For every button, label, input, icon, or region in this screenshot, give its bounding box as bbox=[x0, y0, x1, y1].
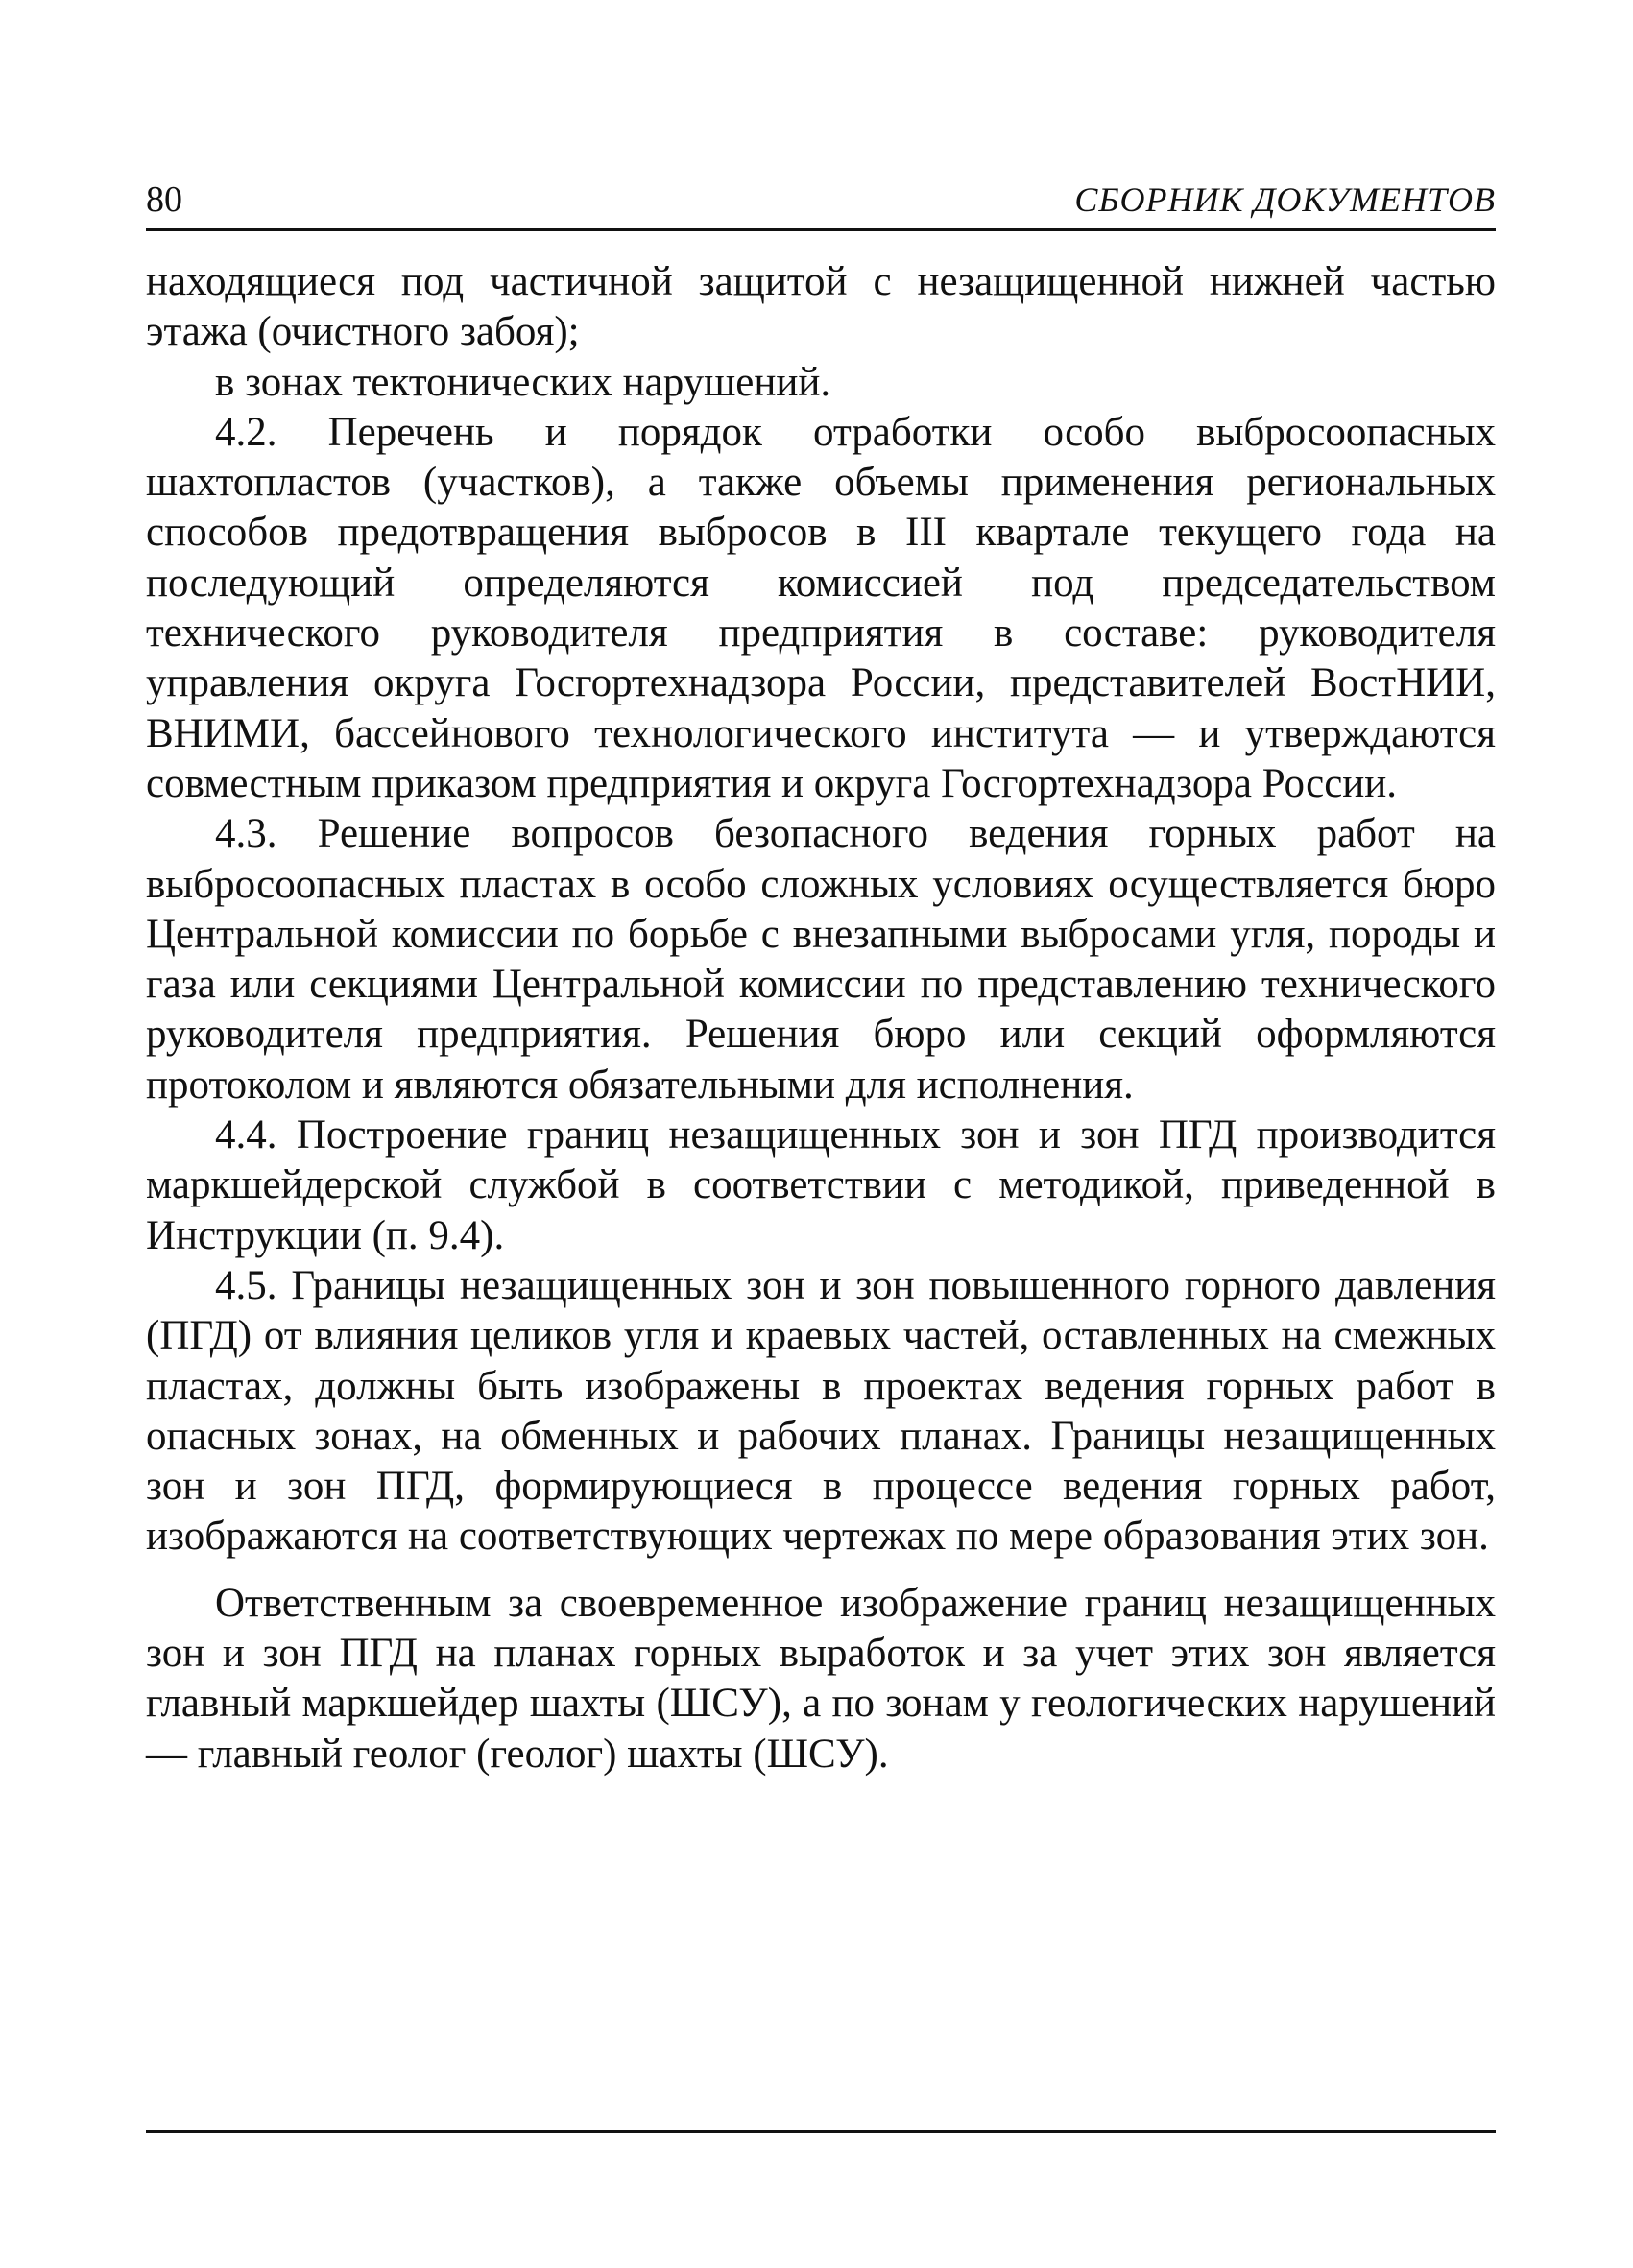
paragraph-4-2: 4.2. Перечень и порядок отработки особо выбросоопасных шахтопластов (участков), а также объемы применения региональных способов предотвращения выбросов в III квартале текущего года на последующий определяются комиссией под председательством технического руководителя предприятия в составе: руководителя управления округа Госгортехнадзора России, представителей ВостНИИ, ВНИМИ, бассейнового технологического института — и утверждаются совместным приказом предприятия и округа Госгортехнадзора России. bbox=[146, 409, 1496, 806]
document-body bbox=[146, 257, 1496, 1779]
footer-rule bbox=[146, 2130, 1496, 2133]
paragraph-responsibility: Ответственным за своевременное изображение границ незащищенных зон и зон ПГД на планах горных выработок и за учет этих зон является главный маркшейдер шахты (ШСУ), а по зонам у геологических нарушений — главный геолог (геолог) шахты (ШСУ). bbox=[146, 1580, 1496, 1777]
paragraph-tectonic-zones: в зонах тектонических нарушений. bbox=[215, 359, 831, 405]
paragraph-continuation: находящиеся под частичной защитой с незащищенной нижней частью этажа (очистного забоя); bbox=[146, 259, 1496, 355]
page-header bbox=[146, 175, 1496, 231]
page-number: 80 bbox=[146, 179, 182, 220]
paragraph-4-3: 4.3. Решение вопросов безопасного ведения горных работ на выбросоопасных пластах в особо сложных условиях осуществляется бюро Центральной комиссии по борьбе с внезапными выбросами угля, породы и газа или секциями Центральной комиссии по представлению технического руководителя предприятия. Решения бюро или секций оформляются протоколом и являются обязательными для исполнения. bbox=[146, 811, 1496, 1108]
paragraph-4-4: 4.4. Построение границ незащищенных зон и зон ПГД производится маркшейдерской службой в соответствии с методикой, приведенной в Инструкции (п. 9.4). bbox=[146, 1112, 1496, 1258]
paragraph-4-5: 4.5. Границы незащищенных зон и зон повышенного горного давления (ПГД) от влияния целиков угля и краевых частей, оставленных на смежных пластах, должны быть изображены в проектах ведения горных работ в опасных зонах, на обменных и рабочих планах. Границы незащищенных зон и зон ПГД, формирующиеся в процессе ведения горных работ, изображаются на соответствующих чертежах по мере образования этих зон. bbox=[146, 1262, 1496, 1560]
running-title: СБОРНИК ДОКУМЕНТОВ bbox=[1074, 180, 1496, 219]
